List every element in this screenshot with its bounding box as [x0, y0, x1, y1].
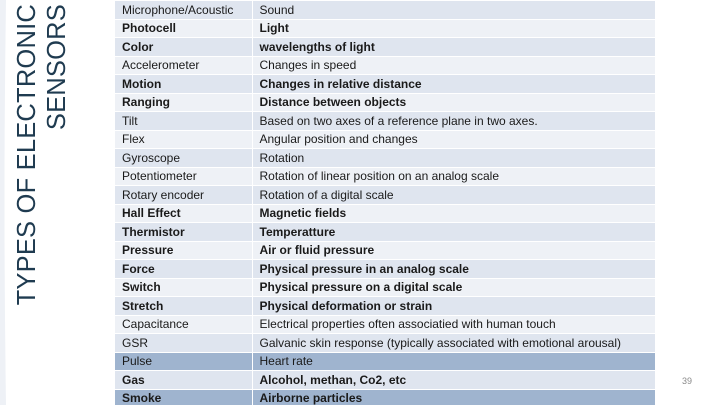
slide-title-line-1: TYPES OF ELECTRONIC	[13, 4, 41, 306]
sensor-name-cell: Rotary encoder	[115, 186, 252, 205]
sensor-name-cell: Gyroscope	[115, 149, 252, 168]
table-row	[115, 130, 655, 149]
table-row	[115, 278, 655, 297]
sensor-name-cell: Pressure	[115, 241, 252, 260]
slide-title-line-2: SENSORS	[43, 4, 71, 131]
sensor-name-cell: Color	[115, 38, 252, 57]
table-row	[115, 167, 655, 186]
table-row	[115, 204, 655, 223]
table-row	[115, 315, 655, 334]
table-row	[115, 297, 655, 316]
sensor-detects-cell: Galvanic skin response (typically associated with emotional arousal)	[252, 334, 655, 353]
sensor-detects-cell: Temperatture	[252, 223, 655, 242]
sensor-detects-cell: Distance between objects	[252, 93, 655, 112]
sensor-detects-cell: Heart rate	[252, 352, 655, 371]
sensor-name-cell: Pulse	[115, 352, 252, 371]
sensor-detects-cell: Air or fluid pressure	[252, 241, 655, 260]
sensor-detects-cell: Rotation of linear position on an analog scale	[252, 167, 655, 186]
table-row	[115, 241, 655, 260]
table-row	[115, 75, 655, 94]
sensor-detects-cell: Sound	[252, 1, 655, 19]
table-row	[115, 93, 655, 112]
sensor-detects-cell: Changes in speed	[252, 56, 655, 75]
sensor-detects-cell: Rotation	[252, 149, 655, 168]
sensor-name-cell: Switch	[115, 278, 252, 297]
sensor-name-cell: Accelerometer	[115, 56, 252, 75]
sensor-detects-cell: Alcohol, methan, Co2, etc	[252, 371, 655, 390]
page-number: 39	[681, 376, 692, 386]
table-row	[115, 38, 655, 57]
table-row	[115, 56, 655, 75]
sensor-name-cell: Gas	[115, 371, 252, 390]
sensor-detects-cell: Magnetic fields	[252, 204, 655, 223]
sensor-name-cell: Motion	[115, 75, 252, 94]
sensor-name-cell: Stretch	[115, 297, 252, 316]
sensor-table	[115, 1, 655, 405]
sensor-name-cell: GSR	[115, 334, 252, 353]
sensor-name-cell: Capacitance	[115, 315, 252, 334]
table-row	[115, 186, 655, 205]
table-row	[115, 223, 655, 242]
sensor-detects-cell: Light	[252, 19, 655, 38]
slide-title	[12, 4, 82, 374]
sensor-detects-cell: Based on two axes of a reference plane in two axes.	[252, 112, 655, 131]
sensor-detects-cell: Physical pressure on a digital scale	[252, 278, 655, 297]
sensor-name-cell: Microphone/Acoustic	[115, 1, 252, 19]
sensor-detects-cell: Physical deformation or strain	[252, 297, 655, 316]
table-row	[115, 371, 655, 390]
sensor-name-cell: Tilt	[115, 112, 252, 131]
sensor-detects-cell: Electrical properties often associatied with human touch	[252, 315, 655, 334]
sensor-name-cell: Photocell	[115, 19, 252, 38]
table-row	[115, 19, 655, 38]
sensor-name-cell: Force	[115, 260, 252, 279]
sensor-detects-cell: Physical pressure in an analog scale	[252, 260, 655, 279]
table-row	[115, 112, 655, 131]
table-row	[115, 334, 655, 353]
sensor-name-cell: Potentiometer	[115, 167, 252, 186]
sensor-table-body	[115, 1, 655, 405]
sensor-name-cell: Smoke	[115, 389, 252, 405]
sensor-name-cell: Hall Effect	[115, 204, 252, 223]
sensor-name-cell: Flex	[115, 130, 252, 149]
sensor-detects-cell: wavelengths of light	[252, 38, 655, 57]
sensor-name-cell: Thermistor	[115, 223, 252, 242]
sensor-detects-cell: Rotation of a digital scale	[252, 186, 655, 205]
sensor-detects-cell: Changes in relative distance	[252, 75, 655, 94]
table-row	[115, 260, 655, 279]
sensor-name-cell: Ranging	[115, 93, 252, 112]
table-row	[115, 149, 655, 168]
sensor-detects-cell: Airborne particles	[252, 389, 655, 405]
table-row	[115, 389, 655, 405]
sensor-detects-cell: Angular position and changes	[252, 130, 655, 149]
table-row	[115, 352, 655, 371]
table-row	[115, 1, 655, 19]
